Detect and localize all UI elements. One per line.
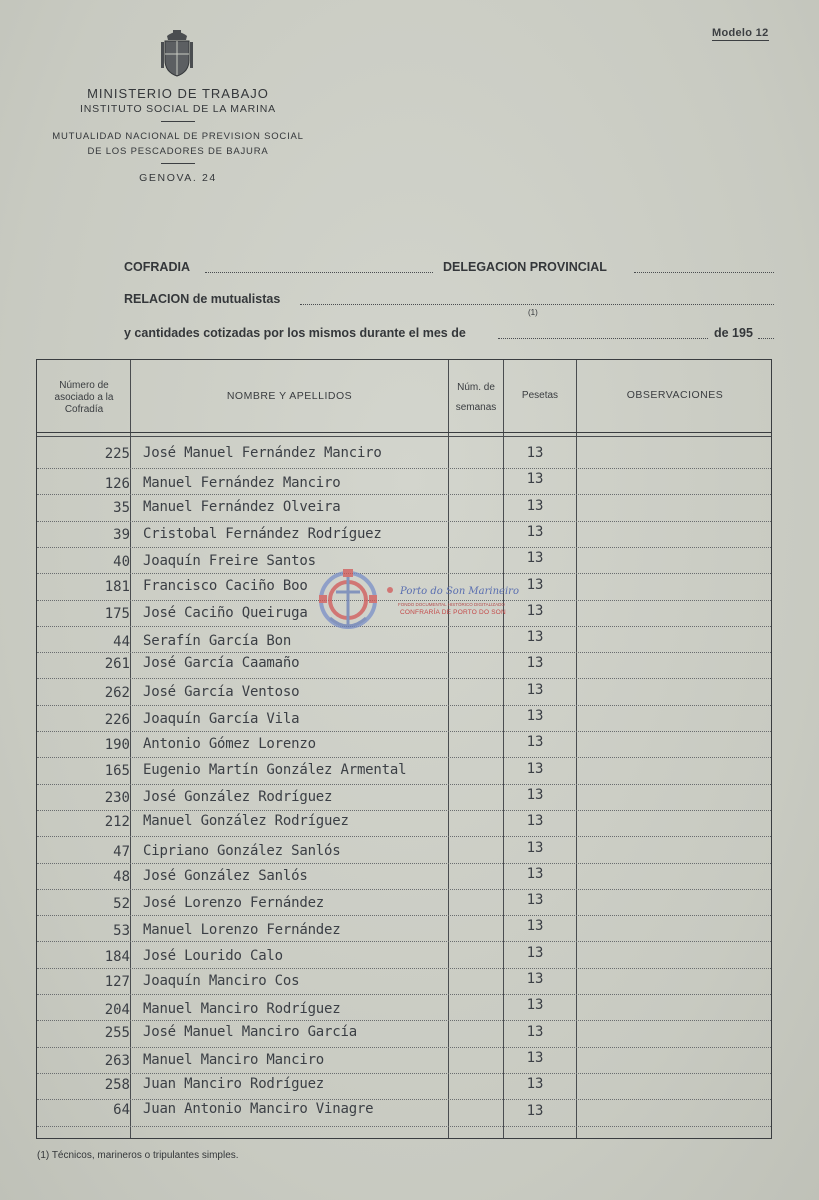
table-row xyxy=(37,652,771,679)
ministry-name: MINISTERIO DE TRABAJO xyxy=(87,86,269,101)
row-pesetas: 13 xyxy=(526,1049,544,1066)
table-row xyxy=(37,1073,771,1100)
row-number: 184 xyxy=(104,948,130,965)
table-row xyxy=(37,442,771,469)
row-pesetas: 13 xyxy=(526,971,544,987)
address: GENOVA. 24 xyxy=(139,172,217,184)
row-number: 262 xyxy=(104,684,130,701)
row-number: 127 xyxy=(104,974,130,990)
model-number: Modelo 12 xyxy=(712,27,769,39)
row-name: Juan Manciro Rodríguez xyxy=(143,1076,325,1093)
header-observaciones: OBSERVACIONES xyxy=(626,389,724,401)
row-pesetas: 13 xyxy=(526,471,544,488)
row-name: Cipriano González Sanlós xyxy=(143,842,341,859)
row-number: 175 xyxy=(104,605,130,622)
row-name: José García Ventoso xyxy=(143,683,300,700)
row-name: Manuel Lorenzo Fernández xyxy=(143,922,341,939)
row-pesetas: 13 xyxy=(526,997,544,1014)
row-number: 181 xyxy=(104,578,130,595)
row-pesetas: 13 xyxy=(526,1076,544,1093)
row-pesetas: 13 xyxy=(526,681,544,698)
row-pesetas: 13 xyxy=(526,708,544,724)
table-row xyxy=(37,705,771,732)
table-row xyxy=(37,731,771,758)
stamp-subtitle: FONDO DOCUMENTAL HISTÓRICO DIGITALIZADO xyxy=(398,602,505,607)
row-pesetas: 13 xyxy=(526,629,544,646)
row-pesetas: 13 xyxy=(526,497,544,514)
header-semanas: Núm. de semanas xyxy=(455,382,497,413)
header-divider xyxy=(161,163,195,164)
row-name: José Lourido Calo xyxy=(143,947,283,964)
row-pesetas: 13 xyxy=(526,865,544,882)
row-name: Joaquín Manciro Cos xyxy=(143,973,300,989)
table-row xyxy=(37,942,771,969)
header-numero: Número de asociado a la Cofradía xyxy=(54,380,114,415)
row-name: Serafín García Bon xyxy=(143,633,292,650)
row-pesetas: 13 xyxy=(526,918,544,935)
table-row xyxy=(37,758,771,785)
cofradia-field[interactable] xyxy=(205,272,433,273)
year-field[interactable] xyxy=(758,338,774,339)
row-pesetas: 13 xyxy=(526,576,544,593)
row-pesetas: 13 xyxy=(526,892,544,909)
row-pesetas: 13 xyxy=(526,839,544,856)
row-pesetas: 13 xyxy=(526,944,544,961)
row-name: José Manuel Fernández Manciro xyxy=(143,445,382,461)
row-name: Joaquín Freire Santos xyxy=(143,553,316,570)
table-row xyxy=(37,889,771,916)
row-name: Juan Antonio Manciro Vinagre xyxy=(143,1100,374,1117)
institute-name: INSTITUTO SOCIAL DE LA MARINA xyxy=(80,103,276,115)
row-number: 44 xyxy=(113,634,130,651)
row-name: Joaquín García Vila xyxy=(143,711,300,727)
row-name: Manuel Manciro Rodríguez xyxy=(143,1001,341,1018)
row-pesetas: 13 xyxy=(526,760,544,777)
cantidades-label: y cantidades cotizadas por los mismos durante el mes de xyxy=(124,326,466,340)
table-row xyxy=(37,863,771,890)
row-number: 39 xyxy=(113,526,130,543)
row-name: José Lorenzo Fernández xyxy=(143,895,325,912)
row-number: 263 xyxy=(104,1052,130,1069)
row-number: 48 xyxy=(113,868,130,885)
row-name: Manuel González Rodríguez xyxy=(143,813,349,830)
relacion-label: RELACION de mutualistas xyxy=(124,292,281,306)
table-row xyxy=(37,521,771,548)
row-name: Manuel Fernández Olveira xyxy=(143,498,341,515)
table-row xyxy=(37,837,771,864)
cofradia-label: COFRADIA xyxy=(124,260,190,274)
header-rule xyxy=(37,436,771,437)
row-name: Manuel Fernández Manciro xyxy=(143,475,341,492)
table-row xyxy=(37,468,771,495)
table-row xyxy=(37,968,771,995)
mutual-name-line2: DE LOS PESCADORES DE BAJURA xyxy=(87,146,269,157)
row-name: Francisco Caciño Boo xyxy=(143,577,308,594)
row-number: 226 xyxy=(104,712,130,728)
row-name: Cristobal Fernández Rodríguez xyxy=(143,525,382,542)
table-row xyxy=(37,994,771,1021)
row-pesetas: 13 xyxy=(526,813,544,830)
row-name: José González Sanlós xyxy=(143,867,308,884)
row-pesetas: 13 xyxy=(526,655,544,672)
row-number: 35 xyxy=(113,499,130,516)
month-field[interactable] xyxy=(498,338,708,339)
row-name: Manuel Manciro Manciro xyxy=(143,1051,325,1068)
row-number: 64 xyxy=(113,1101,130,1118)
row-number: 52 xyxy=(113,896,130,913)
row-name: Antonio Gómez Lorenzo xyxy=(143,736,316,753)
mutual-name-line1: MUTUALIDAD NACIONAL DE PREVISION SOCIAL xyxy=(52,131,304,142)
row-number: 53 xyxy=(113,923,130,940)
year-label: de 195 xyxy=(714,326,753,340)
table-row xyxy=(37,495,771,522)
coat-of-arms-icon xyxy=(158,28,196,78)
table-row xyxy=(37,679,771,706)
row-pesetas: 13 xyxy=(526,734,544,751)
table-row xyxy=(37,915,771,942)
footnote: (1) Técnicos, marineros o tripulantes simples. xyxy=(37,1150,239,1161)
row-pesetas: 13 xyxy=(526,1023,544,1040)
header-rule xyxy=(37,432,771,433)
mutualists-table xyxy=(36,359,772,1139)
row-name: José Manuel Manciro García xyxy=(143,1023,357,1040)
row-pesetas: 13 xyxy=(526,445,544,461)
delegacion-label: DELEGACION PROVINCIAL xyxy=(443,260,607,274)
row-number: 230 xyxy=(104,789,130,806)
row-number: 212 xyxy=(104,814,130,831)
table-row xyxy=(37,1100,771,1127)
row-number: 165 xyxy=(104,762,130,779)
row-number: 255 xyxy=(104,1024,130,1041)
row-pesetas: 13 xyxy=(526,523,544,540)
header-divider xyxy=(161,121,195,122)
row-pesetas: 13 xyxy=(526,550,544,567)
table-row xyxy=(37,1047,771,1074)
table-row xyxy=(37,810,771,837)
row-name: José García Caamaño xyxy=(143,655,300,672)
stamp-title: Porto do Son Marineiro xyxy=(400,586,519,597)
table-row xyxy=(37,1021,771,1048)
row-name: Eugenio Martín González Armental xyxy=(143,761,407,778)
row-number: 126 xyxy=(104,476,130,493)
header-pesetas: Pesetas xyxy=(521,390,559,401)
row-pesetas: 13 xyxy=(526,602,544,619)
row-name: José González Rodríguez xyxy=(143,788,333,805)
row-pesetas: 13 xyxy=(526,786,544,803)
header-nombre: NOMBRE Y APELLIDOS xyxy=(226,390,353,402)
footnote-reference: (1) xyxy=(528,308,538,317)
row-number: 47 xyxy=(113,843,130,860)
relacion-field[interactable] xyxy=(300,304,774,305)
stamp-organization: CONFRARÍA DE PORTO DO SON xyxy=(400,609,506,616)
row-number: 225 xyxy=(104,446,130,462)
row-number: 258 xyxy=(104,1077,130,1094)
row-name: José Caciño Queiruga xyxy=(143,604,308,621)
delegacion-field[interactable] xyxy=(634,272,774,273)
table-row xyxy=(37,784,771,811)
row-number: 261 xyxy=(104,656,130,673)
row-pesetas: 13 xyxy=(526,1102,544,1119)
row-number: 190 xyxy=(104,737,130,754)
row-number: 204 xyxy=(104,1002,130,1019)
row-number: 40 xyxy=(113,554,130,571)
